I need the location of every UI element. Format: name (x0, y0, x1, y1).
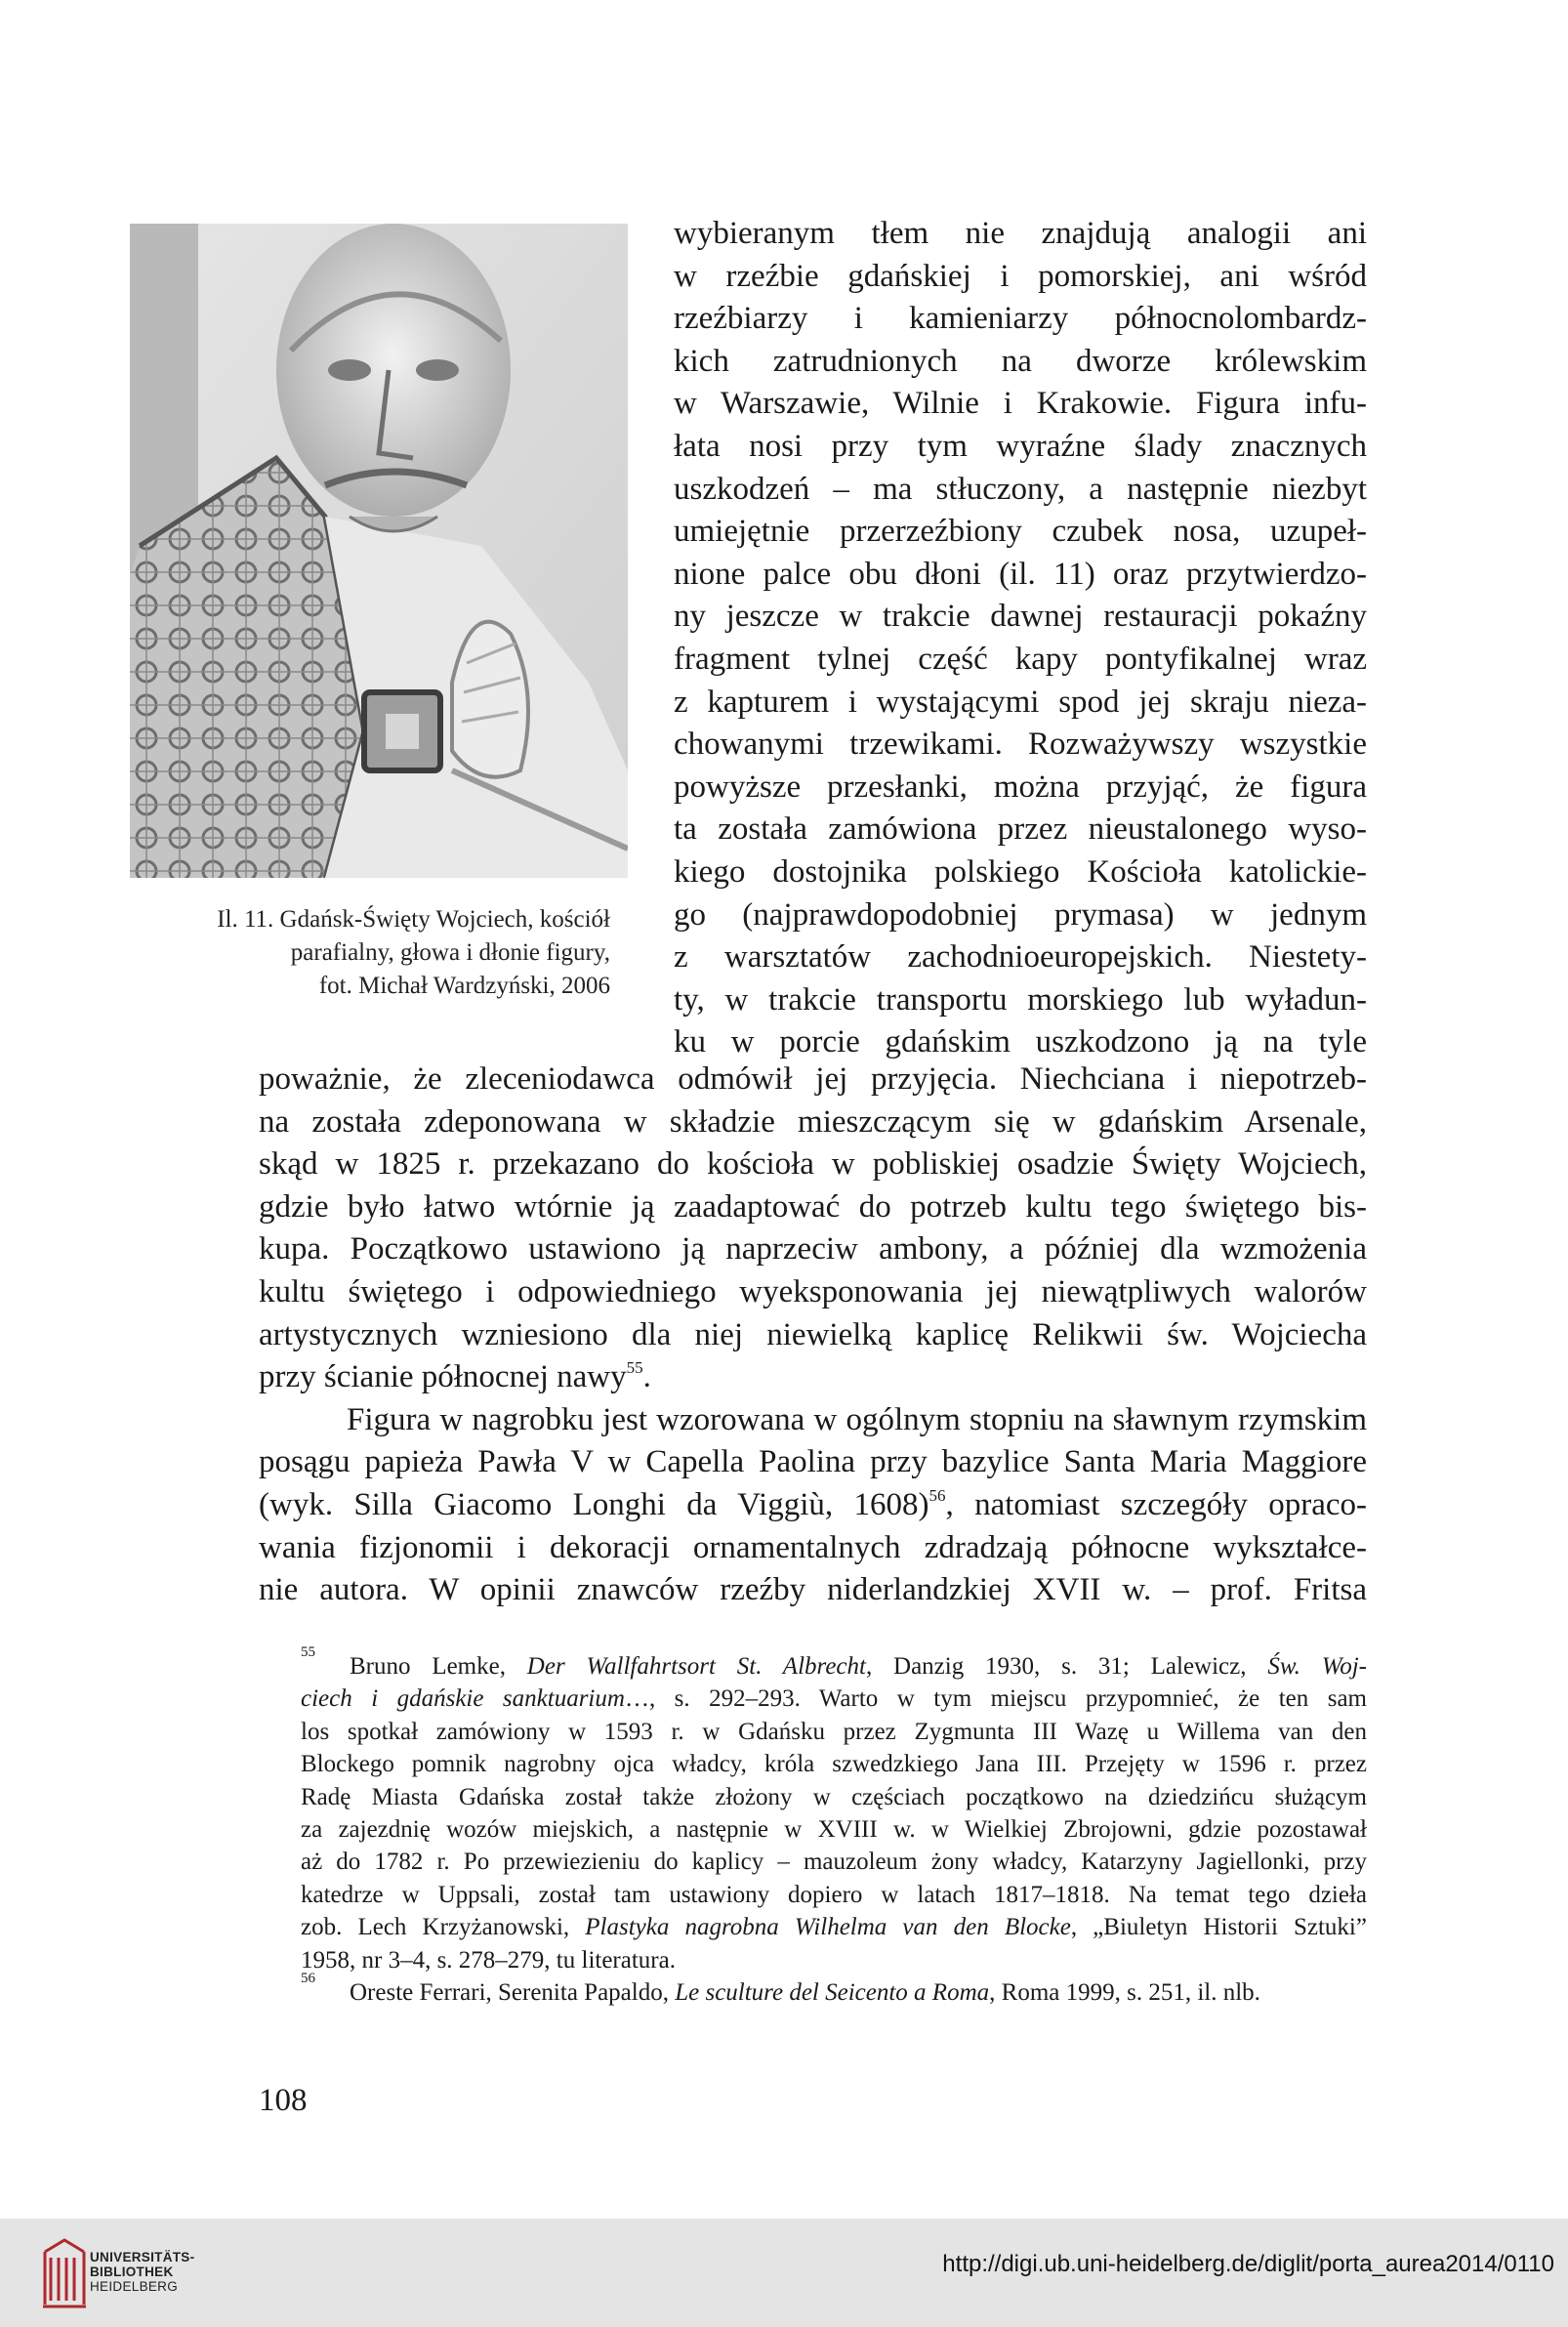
footnote-ref-56[interactable]: 56 (928, 1485, 946, 1505)
text-line: powyższe przesłanki, można przyjąć, że figura (674, 769, 1367, 805)
logo-line: HEIDELBERG (90, 2279, 179, 2294)
text-line: kultu świętego i odpowiedniego wyeksponowania jej niewątpliwych walorów (259, 1273, 1367, 1309)
text-column-wide (259, 1059, 1367, 1612)
footnote-line: 1958, nr 3–4, s. 278–279, tu literatura. (301, 1946, 676, 1974)
text-line: ty, w trakcie transportu morskiego lub wyładun- (674, 981, 1367, 1018)
logo-line: UNIVERSITÄTS- (90, 2250, 195, 2265)
text-line: na została zdeponowana w składzie mieszczącym się w gdańskim Arsenale, (259, 1103, 1367, 1140)
text-line: nione palce obu dłoni (il. 11) oraz przytwierdzo- (674, 556, 1367, 592)
footnote-line (301, 1911, 1367, 1943)
text-fragment: , Danzig 1930, s. 31; Lalewicz, (865, 1653, 1268, 1680)
text-line: umiejętnie przerzeźbiony czubek nosa, uzupeł- (674, 514, 1367, 550)
text-fragment: , „Biuletyn Historii Sztuki” (1070, 1914, 1367, 1941)
text-line: kiego dostojnika polskiego Kościoła katolickie- (674, 853, 1367, 890)
text-line: ny jeszcze w trakcie dawnej restauracji pokaźny (674, 599, 1367, 635)
footnote-line (301, 1683, 1367, 1715)
footnote-line: Blockego pomnik nagrobny ojca władcy, króla szwedzkiego Jana III. Przejęty w 1596 r. przez (301, 1751, 1367, 1778)
figure-caption (83, 903, 610, 1003)
text-line: rzeźbiarzy i kamieniarzy północnolombardz- (674, 301, 1367, 337)
footnote-line (301, 1650, 1367, 1683)
book-title: ciech i gdańskie sanktuarium (301, 1685, 625, 1713)
footnote-line: za zajezdnię wozów miejskich, a następnie w XVIII w. w Wielkiej Zbrojowni, gdzie pozostawał (301, 1815, 1367, 1843)
caption-line: fot. Michał Wardzyński, 2006 (318, 973, 610, 999)
source-url-link[interactable]: http://digi.ub.uni-heidelberg.de/diglit/porta_aurea2014/0110 (942, 2251, 1554, 2277)
text-line: w rzeźbie gdańskiej i pomorskiej, ani wśród (674, 258, 1367, 294)
text-fragment: (wyk. Silla Giacomo Longhi da Viggiù, 1608) (259, 1486, 929, 1522)
book-title: Św. Woj- (1267, 1653, 1367, 1680)
book-title: Der Wallfahrtsort St. Albrecht (526, 1653, 866, 1680)
text-line: w Warszawie, Wilnie i Krakowie. Figura infu- (674, 386, 1367, 422)
text-fragment: …, s. 292–293. Warto w tym miejscu przypomnieć, że ten sam (624, 1685, 1367, 1713)
text-line: ku w porcie gdańskim uszkodzono ją na tyle (674, 1024, 1367, 1060)
text-line: łata nosi przy tym wyraźne ślady znacznych (674, 428, 1367, 464)
logo-line: BIBLIOTHEK (90, 2265, 174, 2279)
text-line: kupa. Początkowo ustawiono ją naprzeciw ambony, a później dla wzmożenia (259, 1231, 1367, 1267)
footnote-56: 56 Oreste Ferrari, Serenita Papaldo, Le sculture del Seicento a Roma, Roma 1999, s. 251, il. nlb. (301, 1976, 1367, 2009)
text-line: go (najprawdopodobniej prymasa) w jednym (674, 896, 1367, 933)
caption-line: parafialny, głowa i dłonie figury, (290, 939, 610, 966)
library-logo-icon (39, 2232, 90, 2312)
text-line (259, 1484, 1367, 1527)
book-title: Plastyka nagrobna Wilhelma van den Blocke (585, 1914, 1071, 1941)
text-line: kich zatrudnionych na dworze królewskim (674, 343, 1367, 379)
text-line: przy ścianie północnej nawy$^{55}$. (259, 1358, 651, 1395)
text-line: wania fizjonomii i dekoracji ornamentalnych zdradzają północne wykształce- (259, 1529, 1367, 1565)
text-fragment: Oreste Ferrari, Serenita Papaldo, (350, 1978, 676, 2006)
footnote-line: los spotkał zamówiony w 1593 r. w Gdańsku przez Zygmunta III Wazę u Willema van den (301, 1718, 1367, 1745)
footnote-line: Radę Miasta Gdańska został także złożony w częściach początkowo na dziedzińcu służącym (301, 1783, 1367, 1810)
footnote-55: 55 Bruno Lemke, Der Wallfahrtsort St. Albrecht, Danzig 1930, s. 31; Lalewicz, Św. Woj- ciech i gdańskie sanktuarium…, s. 292–293. Warto w tym miejscu przypomnieć, że ten sam los spotkał zamówiony w 1593 r. w Gdańsku przez Zygmunta III Wazę u Willema van den Blockego pomnik nagrobny ojca władcy, króla szwedzkiego Jana III. Przejęty w 1596 r. przez Radę Miasta Gdańska został także złożony w częściach początkowo na dziedzińcu służącym za zajezdnię wozów miejskich, a następnie w XVIII w. w Wielkiej Zbrojowni, gdzie pozostawał aż do 1782 r. Po przewiezieniu do kaplicy – mauzoleum żony władcy, Katarzyny Jagiellonki, przy katedrze w Uppsali, został tam ustawiony dopiero w latach 1817–1818. Na temat tego dzieła zob. Lech Krzyżanowski, Plastyka nagrobna Wilhelma van den Blocke, „Biuletyn Historii Sztuki” 1958, nr 3–4, s. 278–279, tu literatura. (301, 1650, 1367, 1976)
paragraph-end: przy ścianie północnej nawy (259, 1359, 627, 1395)
caption-line: Il. 11. Gdańsk-Święty Wojciech, kościół (217, 906, 610, 933)
text-line: Figura w nagrobku jest wzorowana w ogólnym stopniu na sławnym rzymskim (347, 1401, 1367, 1437)
text-line: gdzie było łatwo wtórnie ją zaadaptować do potrzeb kultu tego świętego bis- (259, 1188, 1367, 1225)
text-fragment: , Roma 1999, s. 251, il. nlb. (989, 1978, 1260, 2006)
text-line: skąd w 1825 r. przekazano do kościoła w pobliskiej osadzie Święty Wojciech, (259, 1146, 1367, 1183)
page-number: 108 (259, 2083, 308, 2118)
text-line: ta została zamówiona przez nieustalonego wyso- (674, 811, 1367, 848)
library-logo-text[interactable] (90, 2250, 194, 2294)
text-line: z warsztatów zachodnioeuropejskich. Niestety- (674, 939, 1367, 976)
text-line: chowanymi trzewikami. Rozważywszy wszystkie (674, 727, 1367, 763)
text-fragment: zob. Lech Krzyżanowski, (301, 1914, 586, 1941)
text-line: posągu papieża Pawła V w Capella Paolina przy bazylice Santa Maria Maggiore (259, 1444, 1367, 1480)
text-fragment: , natomiast szczegóły opraco- (945, 1486, 1368, 1522)
footnotes (301, 1644, 1367, 2009)
text-line: poważnie, że zleceniodawca odmówił jej przyjęcia. Niechciana i niepotrzeb- (259, 1061, 1367, 1097)
text-line: artystycznych wzniesiono dla niej niewielką kaplicę Relikwii św. Wojciecha (259, 1316, 1367, 1352)
text-line: uszkodzeń – ma stłuczony, a następnie niezbyt (674, 471, 1367, 507)
sculpture-photograph (130, 224, 628, 878)
text-line: wybieranym tłem nie znajdują analogii ani (674, 216, 1367, 251)
book-title: Le sculture del Seicento a Roma (675, 1978, 990, 2006)
footnote-line (301, 1976, 1367, 2009)
footnote-line: aż do 1782 r. Po przewiezieniu do kaplicy – mauzoleum żony władcy, Katarzyny Jagiellonki, przy (301, 1849, 1367, 1876)
text-line: fragment tylnej część kapy pontyfikalnej wraz (674, 641, 1367, 677)
text-line: nie autora. W opinii znawców rzeźby niderlandzkiej XVII w. – prof. Fritsa (259, 1572, 1367, 1608)
footnote-ref-55[interactable]: 55 (626, 1358, 643, 1378)
footnote-line: katedrze w Uppsali, został tam ustawiony dopiero w latach 1817–1818. Na temat tego dzieła (301, 1881, 1367, 1908)
text-fragment: Bruno Lemke, (350, 1653, 527, 1680)
text-column-narrow (674, 213, 1367, 1064)
text-line: z kapturem i wystającymi spod jej skraju nieza- (674, 684, 1367, 720)
